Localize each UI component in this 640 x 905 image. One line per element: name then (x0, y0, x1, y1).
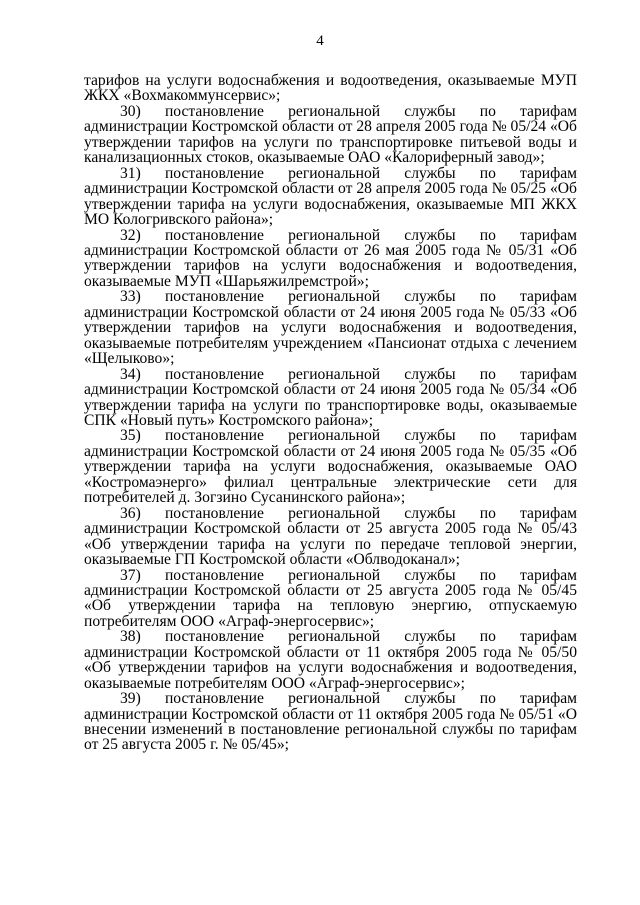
document-body (84, 73, 577, 753)
list-item-36: 36) постановление региональной службы по тарифам администрации Костромской области от 25 августа 2005 года № 05/43 «Об утверждении тарифа на услуги по передаче тепловой энергии, оказываемые ГП Костромской области «Облводоканал»; (84, 504, 577, 569)
list-item-39: 39) постановление региональной службы по тарифам администрации Костромской области от 11 октября 2005 года № 05/51 «О внесении изменений в постановление региональной службы по тарифам от 25 августа 2005 г. № 05/45»; (84, 690, 577, 754)
list-item-30: 30) постановление региональной службы по тарифам администрации Костромской области от 28 апреля 2005 года № 05/24 «Об утверждении тарифов на услуги по транспортировке питьевой воды и канализационных стоков, оказываемые ОАО «Калориферный завод»; (84, 102, 577, 167)
list-item-34: 34) постановление региональной службы по тарифам администрации Костромской области от 24 июня 2005 года № 05/34 «Об утверждении тарифа на услуги по транспортировке воды, оказываемые СПК «Новый путь» Костромского района»; (84, 365, 577, 429)
list-item-37: 37) постановление региональной службы по тарифам администрации Костромской области от 25 августа 2005 года № 05/45 «Об утверждении тарифа на тепловую энергию, отпускаемую потребителям ООО «Аграф-энергосервис»; (84, 566, 577, 630)
page-number: 4 (316, 33, 324, 49)
list-item-33: 33) постановление региональной службы по тарифам администрации Костромской области от 24 июня 2005 года № 05/33 «Об утверждении тарифов на услуги водоснабжения и водоотведения, оказываемые потребителям учреждением «Пансионат отдыха с лечением «Щелыково»; (84, 288, 577, 368)
list-item-38: 38) постановление региональной службы по тарифам администрации Костромской области от 11 октября 2005 года № 05/50 «Об утверждении тарифов на услуги водоснабжения и водоотведения, оказываемые потребителям ООО «Аграф-энергосервис»; (84, 628, 577, 692)
list-item-32: 32) постановление региональной службы по тарифам администрации Костромской области от 26 мая 2005 года № 05/31 «Об утверждении тарифов на услуги водоснабжения и водоотведения, оказываемые МУП «Шарьяжилремстрой»; (84, 226, 577, 290)
list-item-31: 31) постановление региональной службы по тарифам администрации Костромской области от 28 апреля 2005 года № 05/25 «Об утверждении тарифа на услуги водоснабжения, оказываемые МП ЖКХ МО Кологривского района»; (84, 164, 577, 229)
continuation-paragraph: тарифов на услуги водоснабжения и водоотведения, оказываемые МУП ЖКХ «Вохмакоммунсервис»; (84, 72, 577, 105)
list-item-35: 35) постановление региональной службы по тарифам администрации Костромской области от 24 июня 2005 года № 05/35 «Об утверждении тарифа на услуги водоснабжения, оказываемые ОАО «Костромаэнерго» филиал центральные электрические сети для потребителей д. Зогзино Сусанинского района»; (84, 427, 577, 507)
